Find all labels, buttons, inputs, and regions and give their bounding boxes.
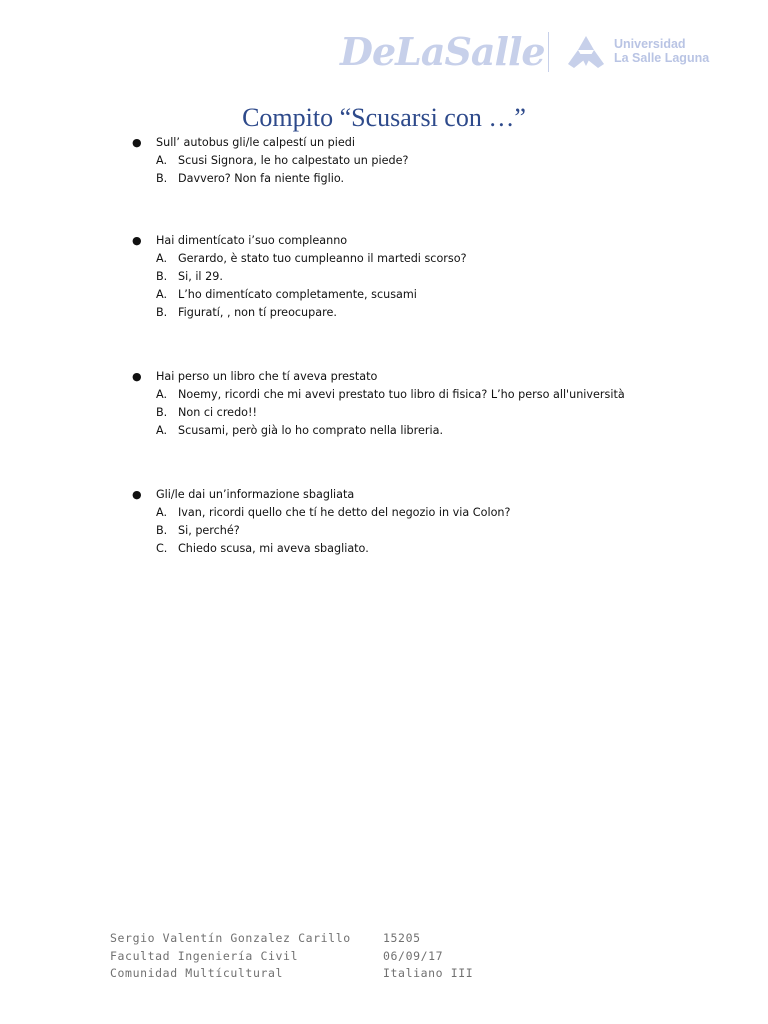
student-name: Sergio Valentín Gonzalez Carillo	[110, 931, 351, 945]
option-letter: C.	[156, 542, 168, 555]
bullet-text: Hai dimentícato i’suo compleanno	[156, 234, 348, 247]
bullet-item	[0, 134, 768, 152]
option-text: L’ho dimentícato completamente, scusami	[178, 288, 417, 301]
footer-row	[0, 930, 768, 948]
option-text: Davvero? Non fa niente figlio.	[178, 172, 345, 185]
option-text: Ivan, ricordi quello che tí he detto del negozio in via Colon?	[178, 506, 511, 519]
course-name: Italiano III	[383, 966, 474, 980]
option-letter: B.	[156, 172, 168, 185]
delasalle-logo: DeLaSalle	[340, 29, 545, 74]
section-4	[0, 486, 768, 558]
option-letter: B.	[156, 270, 168, 283]
option-text: Scusi Signora, le ho calpestato un piede?	[178, 154, 409, 167]
community-name: Comunidad Multícultural	[110, 966, 284, 980]
section-1	[0, 134, 768, 188]
bullet-text: Sull’ autobus gli/le calpestí un piedi	[156, 136, 355, 149]
option-item	[0, 268, 768, 286]
bullet-item	[0, 486, 768, 504]
option-item	[0, 422, 768, 440]
option-text: Scusami, però già lo ho comprato nella libreria.	[178, 424, 444, 437]
option-item	[0, 404, 768, 422]
option-letter: A.	[156, 506, 168, 519]
bullet-icon: ●	[132, 234, 142, 247]
bullet-text: Hai perso un libro che tí aveva prestato	[156, 370, 378, 383]
option-text: Gerardo, è stato tuo cumpleanno il martedi scorso?	[178, 252, 467, 265]
option-item	[0, 170, 768, 188]
option-letter: A.	[156, 388, 168, 401]
bullet-icon: ●	[132, 488, 142, 501]
option-letter: B.	[156, 306, 168, 319]
university-name-line1: Universidad	[614, 37, 686, 51]
option-item	[0, 522, 768, 540]
option-text: Non ci credo!!	[178, 406, 257, 419]
option-text: Si, perché?	[178, 524, 240, 537]
student-id: 15205	[383, 931, 421, 945]
bullet-icon: ●	[132, 136, 142, 149]
option-item	[0, 540, 768, 558]
faculty-name: Facultad Ingeniería Civil	[110, 948, 299, 963]
option-letter: A.	[156, 252, 168, 265]
bullet-text: Gli/le dai un’informazione sbagliata	[156, 488, 355, 501]
option-letter: A.	[156, 154, 168, 167]
footer-row	[0, 948, 768, 966]
document-body	[0, 134, 768, 558]
logo-divider	[548, 32, 549, 72]
footer-row	[0, 965, 768, 983]
option-item	[0, 250, 768, 268]
option-letter: B.	[156, 524, 168, 537]
bullet-item	[0, 232, 768, 250]
option-text: Si, il 29.	[178, 270, 223, 283]
option-item	[0, 286, 768, 304]
bullet-icon: ●	[132, 370, 142, 383]
option-item	[0, 304, 768, 322]
university-name-logo	[614, 37, 709, 65]
option-text: Chiedo scusa, mi aveva sbagliato.	[178, 542, 369, 555]
lasalle-star-icon	[564, 34, 608, 70]
document-header	[0, 28, 768, 78]
option-text: Noemy, ricordi che mi avevi prestato tuo libro di fisica? L’ho perso all'università	[178, 388, 625, 401]
document-title: Compito “Scusarsi con …”	[242, 103, 526, 132]
option-letter: B.	[156, 406, 168, 419]
document-date: 06/09/17	[383, 948, 444, 963]
document-footer	[0, 930, 768, 983]
option-letter: A.	[156, 424, 168, 437]
university-name-line2: La Salle Laguna	[614, 51, 710, 65]
option-letter: A.	[156, 288, 168, 301]
option-item	[0, 504, 768, 522]
section-2	[0, 232, 768, 322]
option-item	[0, 386, 768, 404]
option-text: Figuratí, , non tí preocupare.	[178, 306, 337, 319]
option-item	[0, 152, 768, 170]
section-3	[0, 368, 768, 440]
bullet-item	[0, 368, 768, 386]
